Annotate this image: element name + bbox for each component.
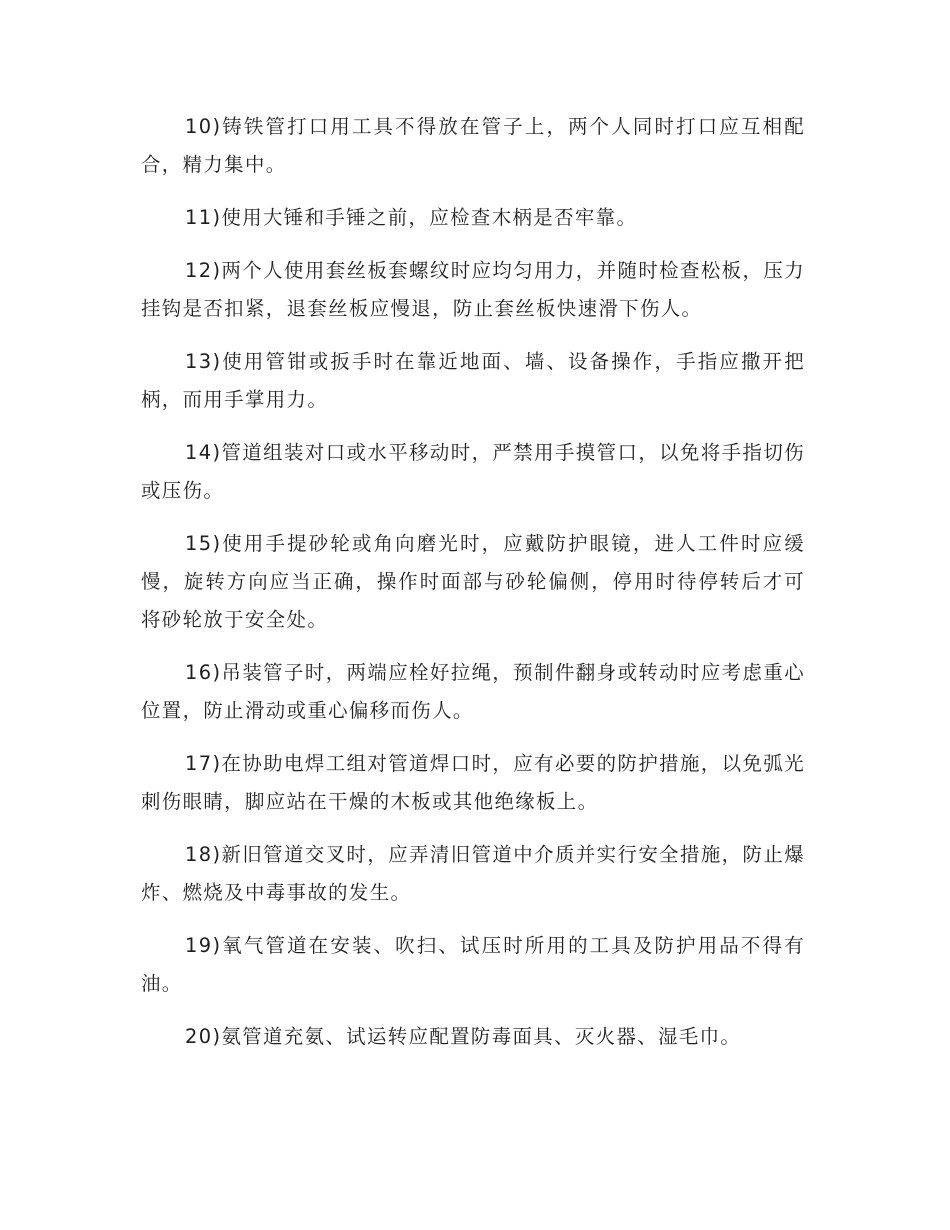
paragraph-20: 20)氨管道充氨、试运转应配置防毒面具、灭火器、湿毛巾。 <box>185 1025 742 1048</box>
paragraph-12: 12)两个人使用套丝板套螺纹时应均匀用力，并随时检查松板，压力挂钩是否扣紧，退套丝板应慢退，防止套丝板快速滑下伤人。 <box>141 259 805 320</box>
document-body <box>141 108 805 1071</box>
paragraph-11: 11)使用大锤和手锤之前，应检查木柄是否牢靠。 <box>185 206 638 229</box>
paragraph-14: 14)管道组装对口或水平移动时，严禁用手摸管口，以免将手指切伤或压伤。 <box>141 441 805 502</box>
paragraph-18: 18)新旧管道交叉时，应弄清旧管道中介质并实行安全措施，防止爆炸、燃烧及中毒事故的发生。 <box>141 843 805 904</box>
paragraph-16: 16)吊装管子时，两端应栓好拉绳，预制件翻身或转动时应考虑重心位置，防止滑动或重心偏移而伤人。 <box>141 661 805 722</box>
paragraph-19: 19)氧气管道在安装、吹扫、试压时所用的工具及防护用品不得有油。 <box>141 934 805 995</box>
paragraph-10: 10)铸铁管打口用工具不得放在管子上，两个人同时打口应互相配合，精力集中。 <box>141 115 805 176</box>
paragraph-13: 13)使用管钳或扳手时在靠近地面、墙、设备操作，手指应撒开把柄，而用手掌用力。 <box>141 350 805 411</box>
paragraph-17: 17)在协助电焊工组对管道焊口时，应有必要的防护措施，以免弧光刺伤眼睛，脚应站在干燥的木板或其他绝缘板上。 <box>141 752 805 813</box>
paragraph-15: 15)使用手提砂轮或角向磨光时，应戴防护眼镜，进人工件时应缓慢，旋转方向应当正确，操作时面部与砂轮偏侧，停用时待停转后才可将砂轮放于安全处。 <box>141 532 805 631</box>
